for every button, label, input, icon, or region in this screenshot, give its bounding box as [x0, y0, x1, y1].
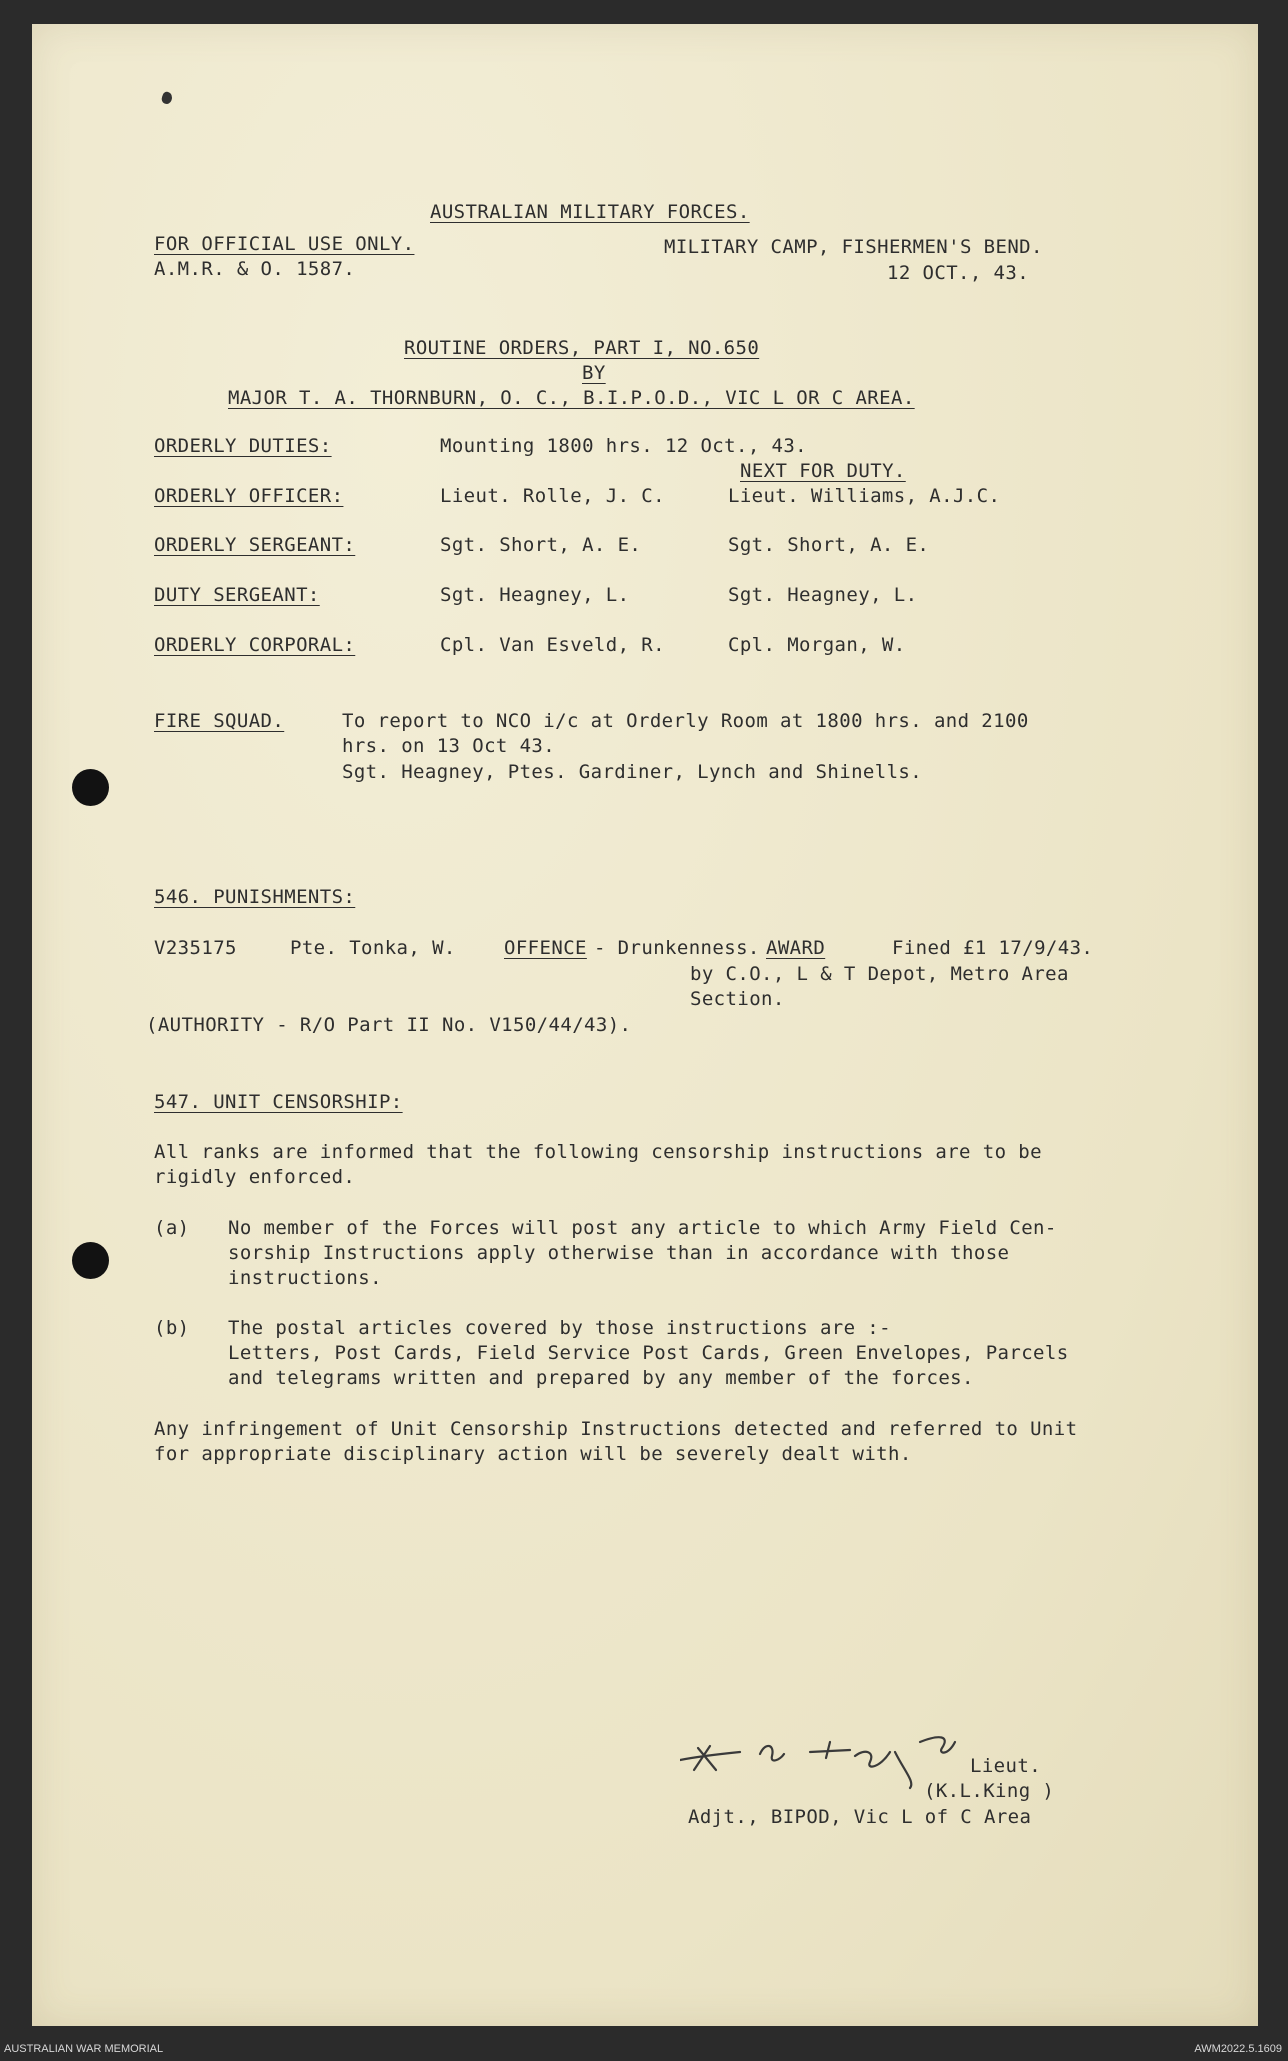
- fire-squad-line: hrs. on 13 Oct 43.: [342, 735, 556, 757]
- duty-row-label: ORDERLY SERGEANT:: [154, 534, 356, 556]
- duty-row-next: Sgt. Short, A. E.: [728, 534, 930, 556]
- footer-accession: AWM2022.5.1609: [1194, 2043, 1282, 2055]
- signatory-rank: Lieut.: [970, 1755, 1042, 1777]
- routine-orders-title: ROUTINE ORDERS, PART I, NO.650: [404, 337, 760, 359]
- fire-squad-label: FIRE SQUAD.: [154, 710, 285, 732]
- award-label: AWARD: [766, 937, 826, 959]
- mounting-time: Mounting 1800 hrs. 12 Oct., 43.: [440, 435, 808, 457]
- footer-credit: AUSTRALIAN WAR MEMORIAL: [4, 2043, 164, 2055]
- offence-label: OFFENCE: [504, 937, 587, 959]
- censorship-heading: 547. UNIT CENSORSHIP:: [154, 1091, 403, 1113]
- duty-row-next: Cpl. Morgan, W.: [728, 634, 906, 656]
- signatory-name: (K.L.King ): [924, 1780, 1055, 1802]
- next-for-duty-header: NEXT FOR DUTY.: [740, 460, 906, 482]
- orderly-duties-label: ORDERLY DUTIES:: [154, 435, 332, 457]
- document-title: AUSTRALIAN MILITARY FORCES.: [430, 201, 750, 223]
- document-date: 12 OCT., 43.: [887, 262, 1030, 284]
- closing-line: Any infringement of Unit Censorship Instructions detected and referred to Unit: [154, 1418, 1078, 1440]
- duty-row-current: Lieut. Rolle, J. C.: [440, 485, 665, 507]
- duty-row-current: Sgt. Short, A. E.: [440, 534, 642, 556]
- authority-reference: (AUTHORITY - R/O Part II No. V150/44/43).: [146, 1014, 632, 1036]
- fire-squad-line: To report to NCO i/c at Orderly Room at 1800 hrs. and 2100: [342, 710, 1029, 732]
- punch-hole: [72, 1242, 109, 1279]
- fire-squad-line: Sgt. Heagney, Ptes. Gardiner, Lynch and Shinells.: [342, 761, 923, 783]
- ink-mark: [160, 91, 174, 106]
- punch-hole: [72, 769, 109, 806]
- service-number: V235175: [154, 937, 237, 959]
- amr-reference: A.M.R. & O. 1587.: [154, 258, 356, 280]
- item-line: sorship Instructions apply otherwise than in accordance with those: [228, 1242, 1010, 1264]
- document-page: [32, 24, 1258, 2026]
- item-line: instructions.: [228, 1267, 382, 1289]
- item-line: The postal articles covered by those instructions are :-: [228, 1317, 891, 1339]
- item-marker: (a): [154, 1217, 190, 1239]
- award-line: by C.O., L & T Depot, Metro Area: [690, 963, 1069, 985]
- orders-by: BY: [582, 362, 606, 384]
- duty-row-next: Lieut. Williams, A.J.C.: [728, 485, 1001, 507]
- award-line: Section.: [690, 988, 785, 1010]
- item-line: Letters, Post Cards, Field Service Post Cards, Green Envelopes, Parcels: [228, 1342, 1069, 1364]
- offender-name: Pte. Tonka, W.: [290, 937, 456, 959]
- duty-row-next: Sgt. Heagney, L.: [728, 584, 918, 606]
- censorship-intro-line: rigidly enforced.: [154, 1166, 356, 1188]
- award-line: Fined £1 17/9/43.: [892, 937, 1094, 959]
- censorship-intro-line: All ranks are informed that the following censorship instructions are to be: [154, 1141, 1042, 1163]
- item-line: and telegrams written and prepared by any member of the forces.: [228, 1367, 974, 1389]
- punishments-heading: 546. PUNISHMENTS:: [154, 886, 356, 908]
- duty-row-label: ORDERLY OFFICER:: [154, 485, 344, 507]
- duty-row-label: DUTY SERGEANT:: [154, 584, 320, 606]
- commanding-officer: MAJOR T. A. THORNBURN, O. C., B.I.P.O.D., VIC L OR C AREA.: [228, 387, 915, 409]
- duty-row-label: ORDERLY CORPORAL:: [154, 634, 356, 656]
- item-line: No member of the Forces will post any article to which Army Field Cen-: [228, 1217, 1057, 1239]
- camp-location: MILITARY CAMP, FISHERMEN'S BEND.: [664, 236, 1043, 258]
- offence-text: - Drunkenness.: [594, 937, 760, 959]
- item-marker: (b): [154, 1317, 190, 1339]
- closing-line: for appropriate disciplinary action will be severely dealt with.: [154, 1443, 912, 1465]
- signatory-title: Adjt., BIPOD, Vic L of C Area: [688, 1806, 1032, 1828]
- duty-row-current: Cpl. Van Esveld, R.: [440, 634, 665, 656]
- official-use-label: FOR OFFICIAL USE ONLY.: [154, 233, 415, 255]
- duty-row-current: Sgt. Heagney, L.: [440, 584, 630, 606]
